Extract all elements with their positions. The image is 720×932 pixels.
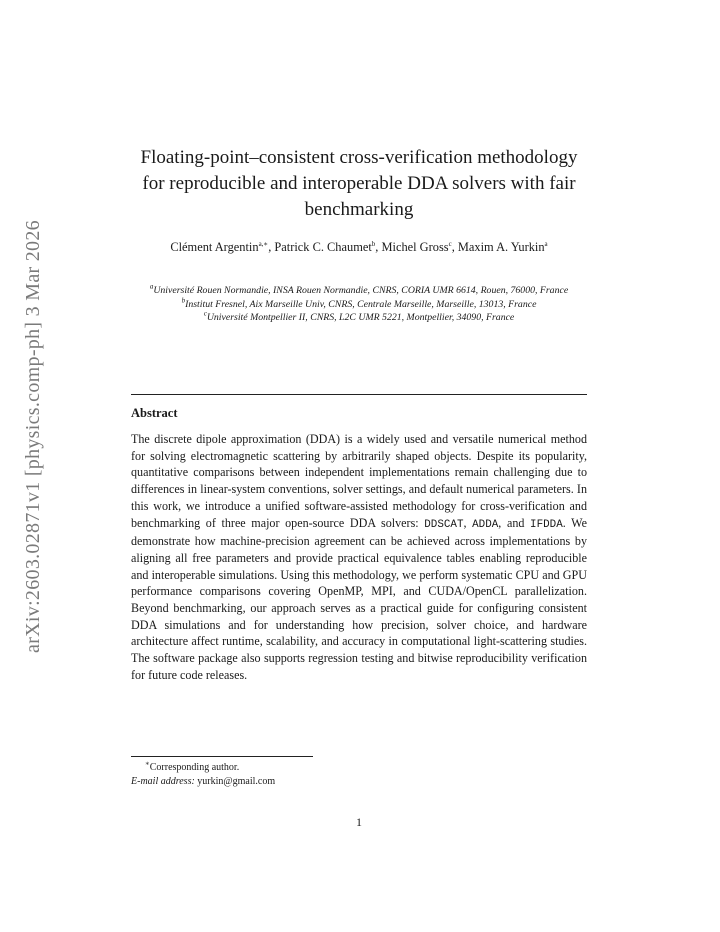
email-footnote [131,775,587,789]
affiliation-item [131,311,587,325]
author-name: Michel Gross [381,240,449,254]
affiliation-text: Université Rouen Normandie, INSA Rouen Normandie, CNRS, CORIA UMR 6614, Rouen, 76000, France [153,285,569,296]
author-name: Patrick C. Chaumet [274,240,372,254]
solver-name-ddscat: DDSCAT [424,518,464,531]
affiliation-text: Institut Fresnel, Aix Marseille Univ, CNRS, Centrale Marseille, Marseille, 13013, France [185,298,537,310]
affiliation-item [131,284,587,298]
footnote-rule [131,756,313,757]
page-number: 1 [356,815,362,829]
author-affiliation-mark: c [448,239,452,248]
arxiv-identifier-text: arXiv:2603.02871v1 [physics.comp-ph] 3 Mar 2026 [21,219,44,653]
solver-name-ifdda: IFDDA [530,518,563,531]
abstract-text-part-2: . We demonstrate how machine-precision agreement can be achieved across implementations by aligning all free parameters and provide practical equivalence tables enabling reproducible and interoperable simulations. Using this methodology, we perform systematic CPU and GPU performance comparisons covering OpenMP, MPI, and CUDA/OpenCL parallelization. Beyond benchmarking, our approach serves as a practical guide for configuring consistent DDA simulations and for understanding how precision, solver choice, and hardware architecture affect runtime, scalability, and accuracy in computational light-scattering studies. The software package also supports regression testing and bitwise reproducibility verification for future code releases. [131,515,587,682]
arxiv-identifier-stamp [16,212,50,660]
email-label: E-mail address: [131,776,195,787]
author-affiliation-mark: b [371,239,376,248]
email-address: yurkin@gmail.com [197,776,276,787]
author-name: Clément Argentin [170,240,259,254]
author-name: Maxim A. Yurkin [457,240,545,254]
affiliation-list [131,284,587,325]
author-affiliation-mark: a [544,239,548,248]
footnote-text: Corresponding author. [149,762,240,773]
paper-title: Floating-point–consistent cross-verification methodology for reproducible and interoperable DDA solvers with fair benchmarking [140,147,578,220]
abstract-text-part-1: The discrete dipole approximation (DDA) is a widely used and versatile numerical method for solving electromagnetic scattering by arbitrarily shaped objects. Despite its popularity, quantitative comparisons between independent implementations remain challenging due to differences in linear-system conventions, solver settings, and default numerical parameters. In this work, we introduce a unified software-assisted methodology for cross-verification and benchmarking of three major open-source DDA solvers: [131,432,587,530]
affiliation-mark: c [203,309,207,318]
affiliation-text: Université Montpellier II, CNRS, L2C UMR 5221, Montpellier, 34090, France [206,312,515,323]
affiliation-mark: b [181,296,186,305]
author-affiliation-mark: a,∗ [258,239,269,248]
abstract-top-rule [131,394,587,395]
abstract-body [131,431,587,684]
affiliation-mark: a [149,282,154,291]
footnotes [131,761,587,789]
corresponding-author-footnote [131,761,587,775]
abstract-separator: , and [498,515,531,530]
abstract-separator: , [463,515,473,530]
abstract-heading: Abstract [131,406,178,420]
affiliation-item [131,298,587,312]
author-list: Clément Argentin$^{a,∗}$, Patrick C. Chaumet$^b$, Michel Gross$^c$, Maxim A. Yurkin$^a$ [170,239,548,254]
solver-name-adda: ADDA [472,518,499,531]
footnote-mark: ∗ [145,759,150,768]
